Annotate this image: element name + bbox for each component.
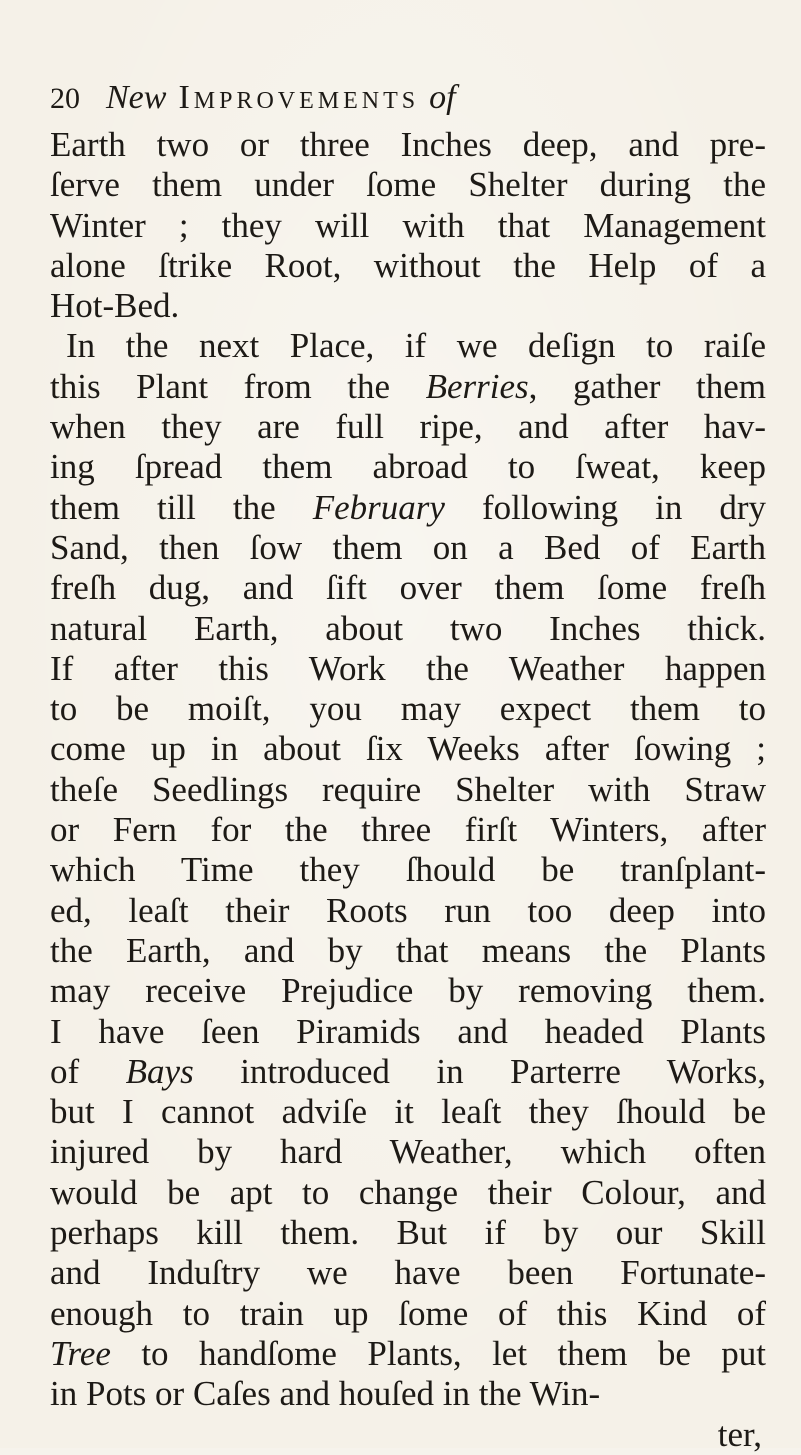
line-text: enough to train up ſome of this Kind of <box>50 1293 766 1333</box>
running-head-new: New <box>106 79 167 116</box>
line-text: Earth two or three Inches deep, and pre- <box>50 125 766 164</box>
line-text: would be apt to change their Colour, and <box>50 1172 766 1212</box>
line-text: theſe Seedlings require Shelter with Straw <box>50 769 766 809</box>
line-text: but I cannot adviſe it leaſt they ſhould be <box>50 1092 766 1132</box>
line-text: ter, <box>717 1414 762 1454</box>
text-line <box>50 971 766 1011</box>
text-line <box>50 1294 766 1334</box>
line-text: Winter ; they will with that Management <box>50 205 766 245</box>
line-text: natural Earth, about two Inches thick. <box>50 608 766 648</box>
text-line <box>50 165 766 205</box>
text-line <box>50 447 766 487</box>
line-text: Sand, then ſow them on a Bed of Earth <box>50 527 766 567</box>
line-text: If after this Work the Weather happen <box>50 648 766 688</box>
line-text: may receive Prejudice by removing them. <box>50 971 766 1011</box>
text-line <box>50 1173 766 1213</box>
text-line <box>50 1253 766 1293</box>
text-line <box>50 1132 766 1172</box>
text-line <box>50 1012 766 1052</box>
running-head-title: Improvements <box>178 79 420 116</box>
line-text: this Plant from the <box>50 366 426 406</box>
text-line <box>50 649 766 689</box>
line-text: come up in about ſix Weeks after ſowing ; <box>50 729 766 769</box>
line-text: , gather them <box>528 366 766 406</box>
running-head-of: of <box>429 79 456 116</box>
line-text: following in dry <box>444 487 766 527</box>
line-text: of <box>50 1051 126 1091</box>
text-line <box>50 1374 766 1414</box>
text-line <box>50 689 766 729</box>
line-text: and Induſtry we have been Fortunate- <box>50 1253 766 1293</box>
line-text: freſh dug, and ſift over them ſome freſh <box>50 568 766 608</box>
line-text: ed, leaſt their Roots run too deep into <box>50 890 766 930</box>
italic-term: Tree <box>50 1333 111 1373</box>
text-line <box>50 528 766 568</box>
text-line <box>50 407 766 447</box>
line-text: or Fern for the three firſt Winters, after <box>50 810 766 850</box>
line-text: perhaps kill them. But if by our Skill <box>50 1213 766 1253</box>
text-line <box>50 1052 766 1092</box>
line-text: ſerve them under ſome Shelter during the <box>50 165 766 205</box>
body-text <box>50 125 766 1455</box>
italic-term: Bays <box>125 1051 194 1091</box>
line-text: when they are full ripe, and after hav- <box>50 407 766 447</box>
text-line <box>50 850 766 890</box>
line-text: which Time they ſhould be tranſplant- <box>50 850 766 890</box>
text-line <box>50 810 766 850</box>
text-line <box>50 891 766 931</box>
line-text: to be moiſt, you may expect them to <box>50 689 766 729</box>
line-text: in Pots or Caſes and houſed in the Win- <box>50 1374 601 1414</box>
line-text: injured by hard Weather, which often <box>50 1132 766 1172</box>
page-header <box>50 78 750 118</box>
line-text: alone ſtrike Root, without the Help of a <box>50 245 766 285</box>
text-line <box>50 770 766 810</box>
italic-term: February <box>312 487 445 527</box>
text-line <box>50 729 766 769</box>
line-text: the Earth, and by that means the Plants <box>50 930 766 970</box>
line-text: introduced in Parterre Works, <box>193 1051 766 1091</box>
text-line <box>50 931 766 971</box>
text-line <box>50 1213 766 1253</box>
line-text: In the next Place, if we deſign to raiſe <box>66 326 766 366</box>
line-text: them till the <box>50 487 313 527</box>
catchword <box>50 1415 766 1455</box>
line-text: to handſome Plants, let them be put <box>110 1333 766 1373</box>
italic-term: Berries <box>425 366 529 406</box>
text-line <box>50 286 766 326</box>
text-line <box>50 568 766 608</box>
text-line <box>50 206 766 246</box>
text-line <box>50 367 766 407</box>
line-text: ing ſpread them abroad to ſweat, keep <box>50 447 766 487</box>
text-line <box>50 1092 766 1132</box>
text-line <box>50 609 766 649</box>
line-text: Hot-Bed. <box>50 286 180 326</box>
text-line <box>50 246 766 286</box>
text-line <box>50 326 766 366</box>
text-line <box>50 488 766 528</box>
line-text: I have ſeen Piramids and headed Plants <box>50 1011 766 1051</box>
text-line <box>50 125 766 165</box>
text-line <box>50 1334 766 1374</box>
page-number: 20 <box>50 82 80 115</box>
